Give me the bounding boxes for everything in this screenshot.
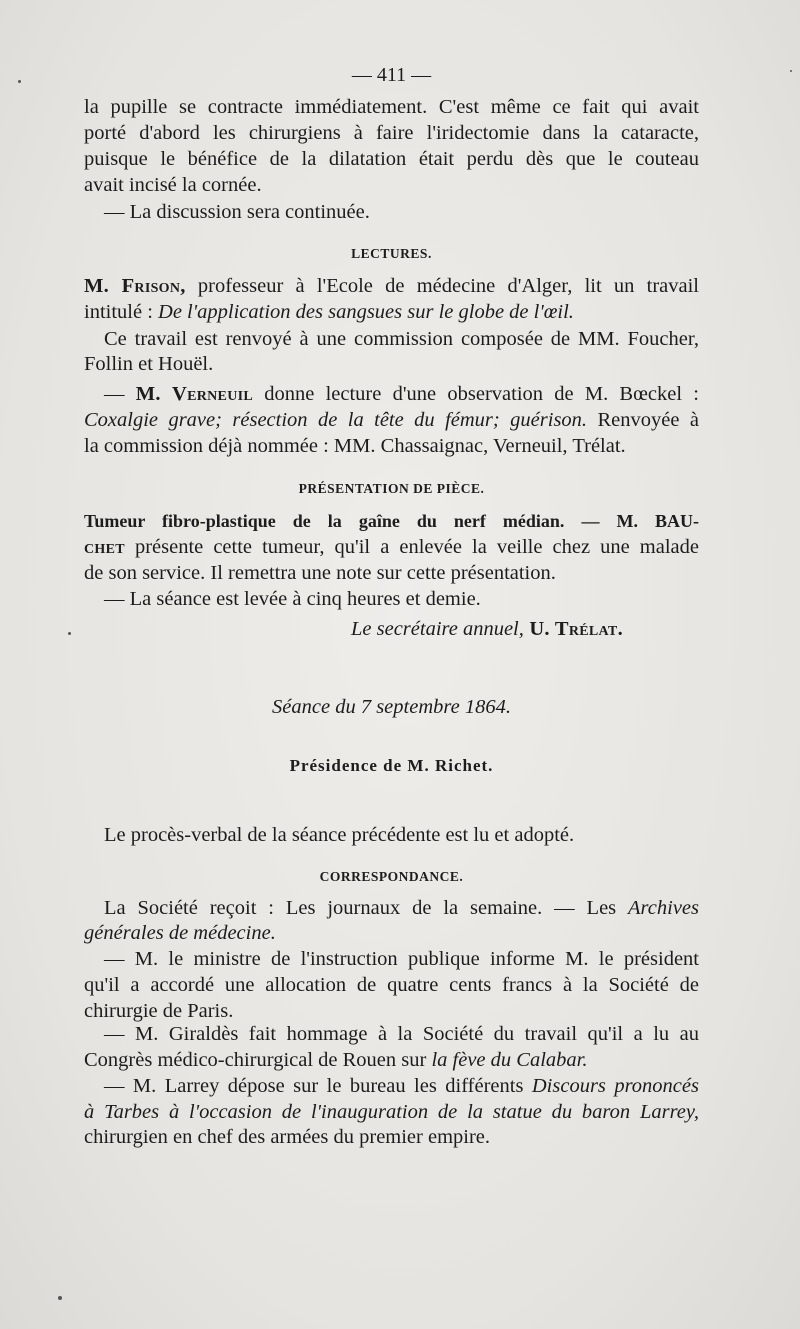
presidence-heading: Présidence de M. Richet.: [289, 756, 494, 775]
signature-name: U. Trélat.: [523, 618, 623, 640]
text-line: M. Frison, professeur à l'Ecole de médecine d'Alger, lit un travail: [84, 275, 700, 297]
text-line: — La séance est levée à cinq heures et demie.: [104, 588, 481, 610]
text-line: puisque le bénéfice de la dilatation était perdu dès que le couteau: [84, 148, 699, 170]
text-line: la commission déjà nommée : MM. Chassaignac, Verneuil, Trélat.: [84, 435, 626, 457]
specimen-title: Tumeur fibro-plastique de la gaîne du nerf médian.: [84, 511, 565, 531]
text-line: chirurgien en chef des armées du premier empire.: [84, 1126, 491, 1148]
text-line: la pupille se contracte immédiatement. C'est même ce fait qui avait: [84, 96, 699, 118]
text-line: La Société reçoit : Les journaux de la semaine. — Les Archives: [104, 897, 699, 919]
text-line: — M. le ministre de l'instruction publique informe M. le président: [104, 948, 699, 970]
text-line: avait incisé la cornée.: [84, 174, 262, 196]
text-line: générales de médecine.: [84, 922, 276, 944]
text-line: Coxalgie grave; résection de la tête du fémur; guérison. Renvoyée à: [84, 409, 699, 431]
margin-speck: [58, 1296, 62, 1300]
text-line: porté d'abord les chirurgiens à faire l'iridectomie dans la cataracte,: [84, 122, 699, 144]
work-title: Coxalgie grave; résection de la tête du fémur; guérison.: [84, 409, 588, 431]
text-line: — M. Larrey dépose sur le bureau les différents Discours prononcés: [104, 1075, 699, 1097]
margin-speck: [18, 80, 21, 83]
text-line: chirurgie de Paris.: [84, 1000, 234, 1022]
page-number: — 411 —: [351, 64, 432, 86]
section-heading-correspondance: CORRESPONDANCE.: [319, 869, 464, 884]
author-name: chet: [84, 536, 125, 558]
section-heading-lectures: LECTURES.: [351, 246, 432, 261]
text-line: chet présente cette tumeur, qu'il a enlevée la veille chez une malade: [84, 536, 699, 558]
text-line: Le procès-verbal de la séance précédente est lu et adopté.: [104, 824, 575, 846]
author-name: M. Frison,: [84, 275, 186, 297]
author-name: M. Verneuil: [135, 383, 253, 405]
text-line: Congrès médico-chirurgical de Rouen sur la fève du Calabar.: [84, 1049, 588, 1071]
text-line: Tumeur fibro-plastique de la gaîne du nerf médian. — M. BAU-: [84, 511, 699, 531]
text-line: — M. Verneuil donne lecture d'une observation de M. Bœckel :: [104, 383, 699, 405]
margin-speck: [790, 70, 792, 72]
text-line: Ce travail est renvoyé à une commission composée de MM. Foucher,: [104, 328, 699, 350]
text-line: de son service. Il remettra une note sur cette présentation.: [84, 562, 556, 584]
margin-speck: [68, 632, 71, 635]
text-line: qu'il a accordé une allocation de quatre cents francs à la Société de: [84, 974, 699, 996]
session-title: Séance du 7 septembre 1864.: [272, 696, 511, 718]
text-line: — La discussion sera continuée.: [104, 201, 370, 223]
signature-line: [84, 616, 699, 642]
text-line: à Tarbes à l'occasion de l'inauguration de la statue du baron Larrey,: [84, 1101, 699, 1123]
text-line: intitulé : De l'application des sangsues sur le globe de l'œil.: [84, 301, 574, 323]
section-heading-presentation: PRÉSENTATION DE PIÈCE.: [298, 481, 485, 496]
text-line: — M. Giraldès fait hommage à la Société du travail qu'il a lu au: [104, 1023, 699, 1045]
work-title: De l'application des sangsues sur le globe de l'œil.: [158, 301, 574, 323]
signature-role: Le secrétaire annuel,: [351, 618, 524, 640]
text-line: Follin et Houël.: [84, 353, 214, 375]
